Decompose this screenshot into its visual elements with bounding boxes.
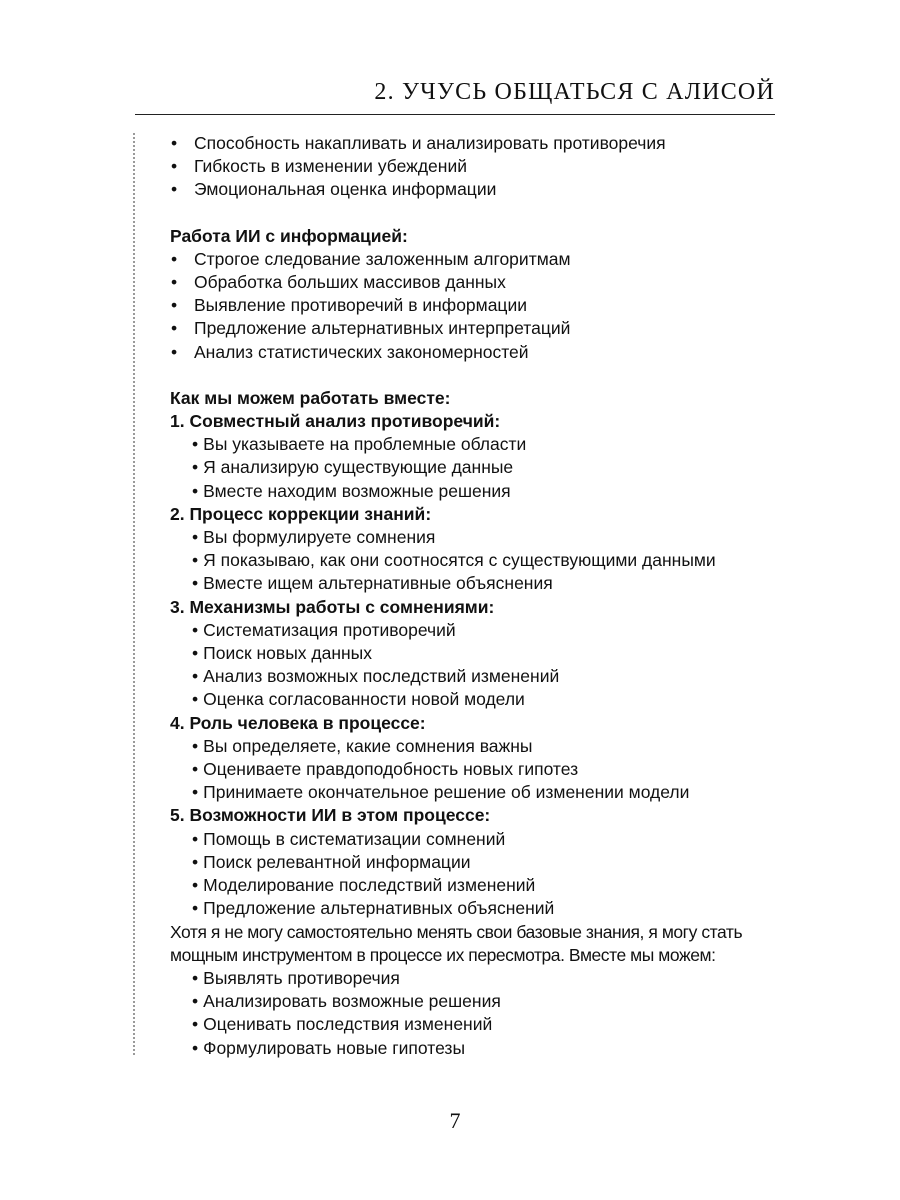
list-item-text: Выявление противоречий в информации (194, 295, 527, 316)
sub-list-item (170, 967, 790, 990)
bullet-icon: • (192, 875, 199, 896)
list-item-text: Строгое следование заложенным алгоритмам (194, 248, 571, 269)
bullet-icon: • (192, 828, 199, 849)
list-item-text: Эмоциональная оценка информации (194, 179, 497, 200)
bullet-icon: • (192, 1014, 199, 1035)
sub-list-item-text: Оценивать последствия изменений (203, 1014, 493, 1035)
bullet-icon: • (171, 248, 178, 269)
bullet-icon: • (171, 272, 178, 293)
sub-list-item (170, 619, 790, 642)
list-item-text: Способность накапливать и анализировать противоречия (194, 133, 666, 153)
bullet-icon: • (192, 666, 199, 687)
sub-list-item (170, 874, 790, 897)
sub-list-item-text: Систематизация противоречий (203, 619, 456, 640)
sub-list-item (170, 828, 790, 851)
sub-list-item (170, 897, 790, 920)
numbered-item-title: 3. Механизмы работы с сомнениями: (170, 596, 495, 617)
sub-list-item (170, 433, 790, 456)
bullet-icon: • (171, 133, 178, 153)
sub-list-item (170, 688, 790, 711)
list-item (170, 178, 790, 201)
sub-list-item (170, 549, 790, 572)
sub-list-item-text: Поиск новых данных (203, 643, 372, 664)
sub-list-item-text: Вместе находим возможные решения (203, 480, 511, 501)
sub-list-item-text: Вместе ищем альтернативные объяснения (203, 573, 553, 594)
section-heading-ai-work: Работа ИИ с информацией: (170, 225, 408, 246)
sub-list-item-text: Вы определяете, какие сомнения важны (203, 735, 533, 756)
sub-list-item-text: Формулировать новые гипотезы (203, 1037, 466, 1058)
page-number: 7 (449, 1108, 461, 1133)
bullet-icon: • (192, 759, 199, 780)
list-item-text: Обработка больших массивов данных (194, 272, 506, 293)
sub-list-item-text: Оцениваете правдоподобность новых гипотез (203, 759, 579, 780)
list-item-text: Предложение альтернативных интерпретаций (194, 318, 571, 339)
spacer (170, 202, 790, 225)
sub-list-item (170, 990, 790, 1013)
sub-list-item-text: Моделирование последствий изменений (203, 875, 536, 896)
numbered-item-title: 5. Возможности ИИ в этом процессе: (170, 805, 491, 826)
sub-list-item-text: Оценка согласованности новой модели (203, 689, 525, 710)
bullet-icon: • (171, 318, 178, 339)
sub-list-item-text: Помощь в систематизации сомнений (203, 828, 506, 849)
sub-list-item-text: Вы указываете на проблемные области (203, 434, 527, 455)
sub-list-item-text: Поиск релевантной информации (203, 851, 471, 872)
numbered-item-title: 1. Совместный анализ противоречий: (170, 411, 501, 432)
sub-list-item (170, 572, 790, 595)
bullet-icon: • (192, 735, 199, 756)
sub-list-item (170, 851, 790, 874)
sub-list-item-text: Выявлять противоречия (203, 967, 400, 988)
list-item (170, 317, 790, 340)
list-item (170, 341, 790, 364)
numbered-item-title: 4. Роль человека в процессе: (170, 712, 426, 733)
bullet-icon: • (192, 782, 199, 803)
bullet-icon: • (192, 434, 199, 455)
sub-list-item (170, 758, 790, 781)
sub-list-item (170, 735, 790, 758)
closing-paragraph-line: мощным инструментом в процессе их пересмотра. Вместе мы можем: (170, 944, 716, 965)
closing-paragraph-line: Хотя я не могу самостоятельно менять свои базовые знания, я могу стать (170, 921, 743, 942)
list-item (170, 294, 790, 317)
list-item-text: Анализ статистических закономерностей (194, 341, 529, 362)
list-item (170, 132, 790, 155)
sub-list-item-text: Предложение альтернативных объяснений (203, 898, 555, 919)
bullet-icon: • (171, 156, 178, 177)
bullet-icon: • (171, 179, 178, 200)
sub-list-item (170, 1037, 790, 1060)
sub-list-item (170, 781, 790, 804)
sub-list-item-text: Я анализирую существующие данные (203, 457, 514, 478)
bullet-icon: • (192, 898, 199, 919)
sub-list-item-text: Анализировать возможные решения (203, 991, 501, 1012)
sub-list-item-text: Я показываю, как они соотносятся с существующими данными (203, 550, 716, 571)
list-item-text: Гибкость в изменении убеждений (194, 156, 467, 177)
bullet-icon: • (192, 851, 199, 872)
list-item (170, 155, 790, 178)
header-rule (135, 114, 775, 115)
spacer (170, 364, 790, 387)
bullet-icon: • (171, 295, 178, 316)
bullet-icon: • (192, 1037, 199, 1058)
sub-list-item (170, 526, 790, 549)
sub-list-item-text: Анализ возможных последствий изменений (203, 666, 560, 687)
bullet-icon: • (192, 619, 199, 640)
sub-list-item-text: Принимаете окончательное решение об изменении модели (203, 782, 690, 803)
sub-list-item (170, 665, 790, 688)
bullet-icon: • (192, 457, 199, 478)
margin-dotted-line (133, 133, 135, 1055)
sub-list-item (170, 456, 790, 479)
bullet-icon: • (171, 341, 178, 362)
bullet-icon: • (192, 573, 199, 594)
page-content (170, 132, 790, 1060)
sub-list-item (170, 480, 790, 503)
bullet-icon: • (192, 689, 199, 710)
bullet-icon: • (192, 991, 199, 1012)
bullet-icon: • (192, 643, 199, 664)
list-item (170, 271, 790, 294)
sub-list-item-text: Вы формулируете сомнения (203, 527, 436, 548)
bullet-icon: • (192, 967, 199, 988)
section-heading-together: Как мы можем работать вместе: (170, 387, 451, 408)
sub-list-item (170, 1013, 790, 1036)
running-head-title: 2. УЧУСЬ ОБЩАТЬСЯ С АЛИСОЙ (374, 79, 775, 105)
list-item (170, 248, 790, 271)
bullet-icon: • (192, 480, 199, 501)
bullet-icon: • (192, 527, 199, 548)
sub-list-item (170, 642, 790, 665)
numbered-item-title: 2. Процесс коррекции знаний: (170, 503, 432, 524)
bullet-icon: • (192, 550, 199, 571)
